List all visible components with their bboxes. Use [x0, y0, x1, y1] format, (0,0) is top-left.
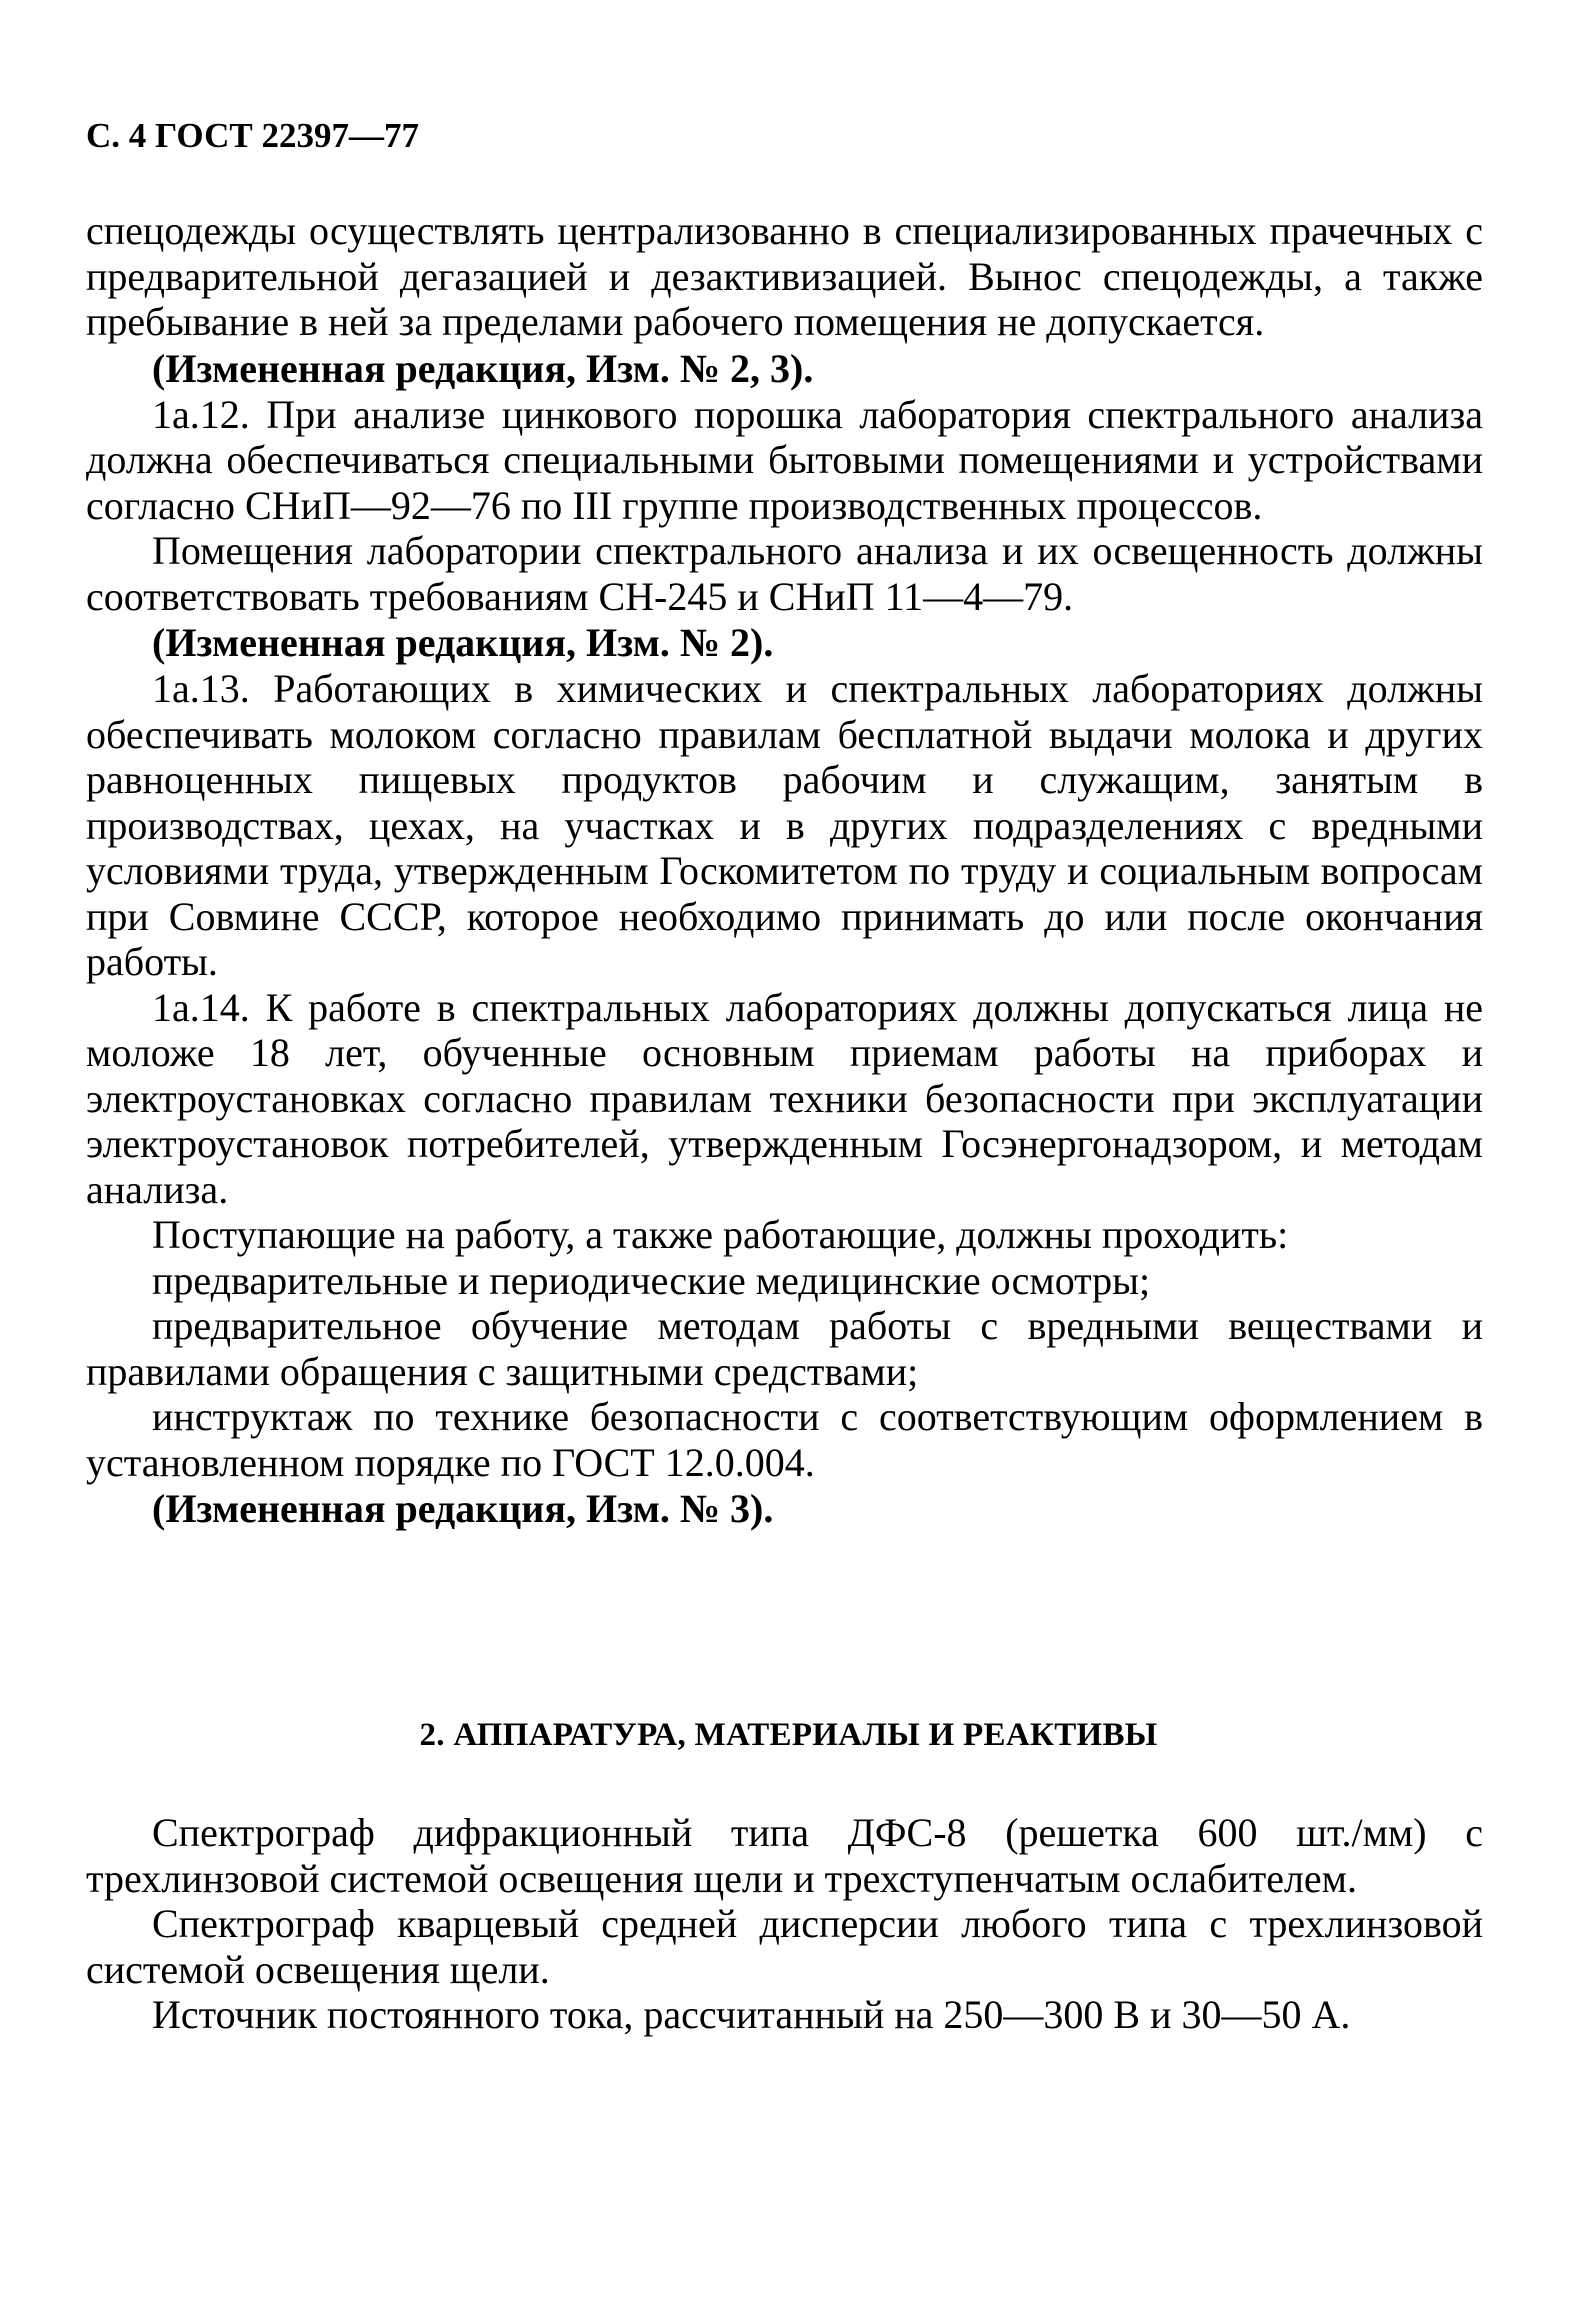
amendment-note-2: (Измененная редакция, Изм. № 2). — [152, 620, 774, 665]
paragraph-lab-rooms: Помещения лаборатории спектрального анализа и их освещенность должны соответствовать требованиям СН-245 и СНиП 11—4—79. — [86, 528, 1483, 619]
paragraph-1a13: 1а.13. Работающих в химических и спектральных лабораториях должны обеспечивать молоком согласно правилам бесплатной выдачи молока и других равноценных пищевых продуктов рабочим и служащим, занятым в производствах, цехах, на участках и в других подразделениях с вредными условиями труда, утвержденным Госкомитетом по труду и социальным вопросам при Совмине СССР, которое необходимо принимать до или после окончания работы. — [86, 666, 1483, 984]
paragraph-entering-work: Поступающие на работу, а также работающие, должны проходить: — [152, 1212, 1289, 1257]
paragraph-quartz-spectrograph: Спектрограф кварцевый средней дисперсии любого типа с трехлинзовой системой освещения щели. — [86, 1901, 1483, 1992]
amendment-note-3: (Измененная редакция, Изм. № 3). — [152, 1486, 774, 1531]
list-item-training: предварительное обучение методам работы с вредными веществами и правилами обращения с защитными средствами; — [86, 1303, 1483, 1394]
list-item-medical-exams: предварительные и периодические медицинские осмотры; — [152, 1257, 1151, 1303]
section-2-title: 2. АППАРАТУРА, МАТЕРИАЛЫ И РЕАКТИВЫ — [419, 1717, 1158, 1753]
list-item-safety-instruction: инструктаж по технике безопасности с соответствующим оформлением в установленном порядке по ГОСТ 12.0.004. — [86, 1394, 1483, 1485]
amendment-note-1: (Измененная редакция, Изм. № 2, 3). — [152, 345, 814, 391]
section-2-text — [86, 1810, 1483, 2038]
paragraph-dc-source: Источник постоянного тока, рассчитанный на 250—300 В и 30—50 А. — [152, 1992, 1351, 2037]
section-1-text — [86, 208, 1483, 1532]
paragraph-1a14: 1а.14. К работе в спектральных лабораториях должны допускаться лица не моложе 18 лет, обученные основным приемам работы на приборах и электроустановках согласно правилам техники безопасности при эксплуатации электроустановок потребителей, утвержденным Госэнергонадзором, и методам анализа. — [86, 984, 1483, 1212]
paragraph-1a12: 1а.12. При анализе цинкового порошка лаборатория спектрального анализа должна обеспечиваться специальными бытовыми помещениями и устройствами согласно СНиП—92—76 по III группе производственных процессов. — [86, 391, 1483, 528]
paragraph-workwear: спецодежды осуществлять централизованно в специализированных прачечных с предварительной дегазацией и дезактивизацией. Вынос спецодежды, а также пребывание в ней за пределами рабочего помещения не допускается. — [86, 208, 1483, 344]
running-head: С. 4 ГОСТ 22397—77 — [86, 116, 419, 155]
paragraph-dfs8-spectrograph: Спектрограф дифракционный типа ДФС-8 (решетка 600 шт./мм) с трехлинзовой системой освещения щели и трехступенчатым ослабителем. — [86, 1810, 1483, 1901]
